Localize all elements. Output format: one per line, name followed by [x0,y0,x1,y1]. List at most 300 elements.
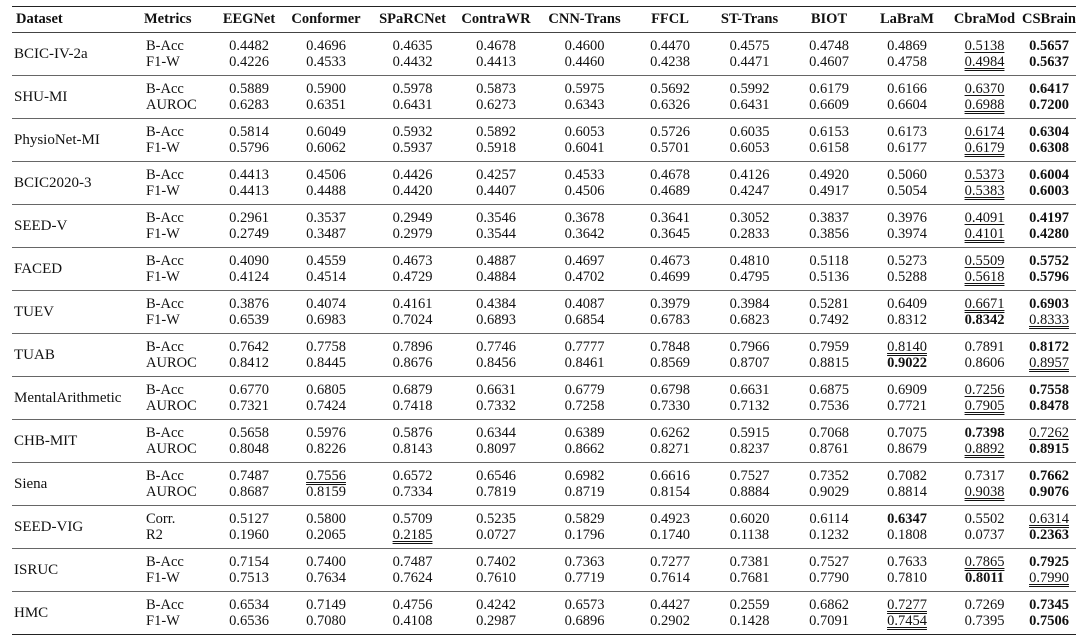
score-value: 0.2979 [392,226,433,242]
score-value: 0.5829 [564,511,605,527]
score-value: 0.0737 [964,527,1005,543]
score-value: 0.7277 [887,597,927,613]
score-value: 0.4506 [306,167,346,183]
score-value: 0.8478 [1029,398,1069,414]
score-cell [708,549,791,592]
metric-label: F1-W [146,269,180,285]
score-value: 0.4678 [476,38,516,54]
score-value: 0.7746 [476,339,516,355]
score-value: 0.7454 [887,613,927,629]
table-row [12,549,1076,592]
score-value: 0.4600 [564,38,605,54]
score-value: 0.4758 [887,54,927,70]
dataset-name: TUEV [12,291,140,334]
score-cell [867,162,947,205]
score-cell [282,205,370,248]
score-cell [867,334,947,377]
header-row [12,7,1076,33]
score-value: 0.7258 [564,398,605,414]
metric-label: B-Acc [146,167,184,183]
score-value: 0.4729 [392,269,433,285]
score-cell [370,463,455,506]
score-value: 0.7662 [1029,468,1069,484]
score-value: 0.7721 [887,398,927,414]
metric-label: F1-W [146,183,180,199]
score-cell [632,592,708,635]
table-row [12,377,1076,420]
header-cbramod: CbraMod [947,7,1022,33]
score-value: 0.6314 [1029,511,1069,527]
score-value: 0.7154 [229,554,269,570]
score-cell [791,463,867,506]
score-cell [947,291,1022,334]
score-cell [1022,592,1076,635]
score-value: 0.7269 [964,597,1005,613]
score-cell [947,377,1022,420]
score-cell [867,76,947,119]
score-value: 0.8312 [887,312,927,328]
score-value: 0.6283 [229,97,269,113]
score-cell [282,119,370,162]
score-value: 0.2949 [392,210,433,226]
table-row [12,463,1076,506]
score-value: 0.7810 [887,570,927,586]
score-cell [370,549,455,592]
score-value: 0.6179 [964,140,1005,156]
score-cell [947,420,1022,463]
score-value: 0.2559 [729,597,770,613]
score-value: 0.3052 [729,210,770,226]
score-value: 0.4697 [564,253,605,269]
dataset-name: TUAB [12,334,140,377]
score-value: 0.6166 [887,81,927,97]
score-cell [708,119,791,162]
score-value: 0.6546 [476,468,516,484]
metric-label: AUROC [146,355,197,371]
score-cell [1022,205,1076,248]
score-value: 0.4074 [306,296,346,312]
score-value: 0.5978 [392,81,433,97]
score-value: 0.6671 [964,296,1005,312]
score-value: 0.6035 [729,124,770,140]
score-value: 0.7925 [1029,554,1069,570]
score-value: 0.6879 [392,382,433,398]
score-value: 0.8333 [1029,312,1069,328]
score-value: 0.5937 [392,140,433,156]
score-value: 0.4197 [1029,210,1069,226]
score-value: 0.5892 [476,124,516,140]
score-cell [537,549,632,592]
score-value: 0.4795 [729,269,770,285]
score-value: 0.7381 [729,554,770,570]
score-value: 0.4427 [650,597,690,613]
score-value: 0.6988 [964,97,1005,113]
score-cell [537,592,632,635]
metric-label: B-Acc [146,210,184,226]
score-cell [791,377,867,420]
score-cell [216,162,282,205]
score-value: 0.8143 [392,441,433,457]
score-value: 0.7865 [964,554,1005,570]
score-value: 0.6343 [564,97,605,113]
score-value: 0.4884 [476,269,516,285]
score-value: 0.7024 [392,312,433,328]
score-value: 0.7681 [729,570,770,586]
score-value: 0.8140 [887,339,927,355]
score-value: 0.8342 [964,312,1005,328]
score-cell [216,248,282,291]
score-value: 0.7424 [306,398,346,414]
dataset-name: HMC [12,592,140,635]
score-value: 0.7262 [1029,425,1069,441]
score-value: 0.7487 [392,554,433,570]
score-cell [537,248,632,291]
score-cell [216,463,282,506]
score-cell [216,377,282,420]
score-value: 0.4247 [729,183,770,199]
score-value: 0.2749 [229,226,269,242]
score-value: 0.6344 [476,425,516,441]
score-cell [1022,420,1076,463]
score-value: 0.6431 [729,97,770,113]
score-value: 0.7075 [887,425,927,441]
metric-names [140,506,216,549]
dataset-name: FACED [12,248,140,291]
score-value: 0.8814 [887,484,927,500]
score-cell [791,506,867,549]
metric-label: B-Acc [146,296,184,312]
score-value: 0.7082 [887,468,927,484]
metric-names [140,119,216,162]
score-cell [791,76,867,119]
score-value: 0.8892 [964,441,1005,457]
score-value: 0.4689 [650,183,690,199]
score-value: 0.8815 [809,355,849,371]
results-table [12,6,1076,635]
metric-label: B-Acc [146,339,184,355]
metric-names [140,592,216,635]
score-value: 0.8097 [476,441,516,457]
score-cell [632,463,708,506]
score-value: 0.3974 [887,226,927,242]
score-value: 0.1796 [564,527,605,543]
score-value: 0.5796 [1029,269,1069,285]
score-value: 0.5273 [887,253,927,269]
score-value: 0.5373 [964,167,1005,183]
score-value: 0.8761 [809,441,849,457]
metric-label: AUROC [146,398,197,414]
score-value: 0.7395 [964,613,1005,629]
score-cell [455,162,537,205]
score-cell [791,592,867,635]
dataset-name: PhysioNet-MI [12,119,140,162]
score-value: 0.7487 [229,468,269,484]
metric-names [140,463,216,506]
score-cell [947,334,1022,377]
score-value: 0.4984 [964,54,1005,70]
score-cell [1022,549,1076,592]
score-cell [537,33,632,76]
metric-label: B-Acc [146,425,184,441]
score-value: 0.2363 [1029,527,1069,543]
score-value: 0.6862 [809,597,849,613]
score-cell [216,33,282,76]
score-value: 0.1138 [729,527,770,543]
score-value: 0.9029 [809,484,849,500]
score-value: 0.4280 [1029,226,1069,242]
score-cell [867,248,947,291]
score-value: 0.7990 [1029,570,1069,586]
score-cell [370,33,455,76]
metric-label: R2 [146,527,163,543]
score-cell [455,291,537,334]
metric-label: B-Acc [146,468,184,484]
score-value: 0.6770 [229,382,269,398]
header-dataset: Dataset [12,7,140,33]
score-cell [867,420,947,463]
table-row [12,205,1076,248]
score-value: 0.4923 [650,511,690,527]
score-cell [947,463,1022,506]
metric-names [140,76,216,119]
score-value: 0.4702 [564,269,605,285]
score-value: 0.6854 [564,312,605,328]
score-value: 0.8048 [229,441,269,457]
score-value: 0.7819 [476,484,516,500]
score-value: 0.4090 [229,253,269,269]
score-cell [632,205,708,248]
score-value: 0.7777 [564,339,605,355]
score-value: 0.6823 [729,312,770,328]
score-value: 0.4407 [476,183,516,199]
score-value: 0.6783 [650,312,690,328]
score-cell [370,162,455,205]
score-cell [537,291,632,334]
score-value: 0.7896 [392,339,433,355]
score-value: 0.4635 [392,38,433,54]
score-value: 0.7132 [729,398,770,414]
score-cell [282,549,370,592]
score-value: 0.5136 [809,269,849,285]
score-value: 0.8456 [476,355,516,371]
score-value: 0.7352 [809,468,849,484]
score-cell [216,205,282,248]
score-cell [708,420,791,463]
header-contrawr: ContraWR [455,7,537,33]
score-value: 0.7758 [306,339,346,355]
score-cell [1022,334,1076,377]
score-cell [537,506,632,549]
score-value: 0.8606 [964,355,1005,371]
score-cell [947,119,1022,162]
metric-label: Corr. [146,511,176,527]
score-cell [216,119,282,162]
score-value: 0.4869 [887,38,927,54]
score-value: 0.8676 [392,355,433,371]
score-value: 0.4533 [564,167,605,183]
header-eegnet: EEGNet [216,7,282,33]
score-cell [867,33,947,76]
score-value: 0.7345 [1029,597,1069,613]
score-value: 0.4482 [229,38,269,54]
table-row [12,291,1076,334]
score-value: 0.7966 [729,339,770,355]
score-cell [216,334,282,377]
score-cell [632,420,708,463]
score-cell [1022,119,1076,162]
score-value: 0.2065 [306,527,346,543]
score-value: 0.7634 [306,570,346,586]
score-value: 0.4699 [650,269,690,285]
score-value: 0.7332 [476,398,516,414]
score-value: 0.7527 [729,468,770,484]
score-value: 0.3976 [887,210,927,226]
score-value: 0.4420 [392,183,433,199]
score-cell [537,162,632,205]
score-value: 0.6041 [564,140,605,156]
score-cell [947,592,1022,635]
score-value: 0.6003 [1029,183,1069,199]
score-value: 0.6370 [964,81,1005,97]
score-value: 0.5288 [887,269,927,285]
score-value: 0.4108 [392,613,433,629]
score-cell [791,162,867,205]
score-value: 0.1960 [229,527,269,543]
metric-label: F1-W [146,54,180,70]
score-value: 0.7642 [229,339,269,355]
score-value: 0.8226 [306,441,346,457]
metric-label: F1-W [146,570,180,586]
score-cell [216,420,282,463]
header-ffcl: FFCL [632,7,708,33]
score-value: 0.6153 [809,124,849,140]
metric-names [140,334,216,377]
score-cell [455,463,537,506]
score-cell [708,205,791,248]
score-cell [455,76,537,119]
table-row [12,248,1076,291]
score-value: 0.4575 [729,38,770,54]
score-value: 0.5992 [729,81,770,97]
score-value: 0.7400 [306,554,346,570]
score-value: 0.5054 [887,183,927,199]
score-value: 0.6049 [306,124,346,140]
score-value: 0.4887 [476,253,516,269]
score-value: 0.5873 [476,81,516,97]
score-value: 0.6417 [1029,81,1069,97]
score-cell [947,549,1022,592]
score-value: 0.6304 [1029,124,1069,140]
score-value: 0.7149 [306,597,346,613]
score-cell [708,162,791,205]
score-value: 0.4413 [229,183,269,199]
dataset-name: BCIC-IV-2a [12,33,140,76]
score-cell [370,377,455,420]
score-value: 0.7624 [392,570,433,586]
score-value: 0.7891 [964,339,1005,355]
header-csbrain: CSBrain [1022,7,1076,33]
score-value: 0.4470 [650,38,690,54]
score-cell [282,506,370,549]
score-value: 0.7790 [809,570,849,586]
score-value: 0.6173 [887,124,927,140]
score-cell [370,76,455,119]
score-value: 0.8445 [306,355,346,371]
score-value: 0.5281 [809,296,849,312]
score-value: 0.5127 [229,511,269,527]
score-value: 0.6573 [564,597,605,613]
score-cell [1022,33,1076,76]
score-cell [632,33,708,76]
score-value: 0.5509 [964,253,1005,269]
score-cell [216,549,282,592]
score-value: 0.5502 [964,511,1005,527]
score-value: 0.5637 [1029,54,1069,70]
score-value: 0.5976 [306,425,346,441]
score-value: 0.4126 [729,167,770,183]
score-value: 0.5658 [229,425,269,441]
score-value: 0.7418 [392,398,433,414]
dataset-name: SEED-VIG [12,506,140,549]
score-value: 0.4514 [306,269,346,285]
score-value: 0.3487 [306,226,346,242]
score-value: 0.6534 [229,597,269,613]
score-cell [791,248,867,291]
score-value: 0.7536 [809,398,849,414]
score-value: 0.5618 [964,269,1005,285]
score-value: 0.6053 [729,140,770,156]
score-value: 0.8011 [964,570,1005,586]
score-value: 0.3979 [650,296,690,312]
score-value: 0.5060 [887,167,927,183]
score-value: 0.6174 [964,124,1005,140]
score-value: 0.7398 [964,425,1005,441]
score-cell [282,463,370,506]
metric-names [140,162,216,205]
dataset-name: SEED-V [12,205,140,248]
score-value: 0.7633 [887,554,927,570]
score-value: 0.6308 [1029,140,1069,156]
score-value: 0.5814 [229,124,269,140]
header-st-trans: ST-Trans [708,7,791,33]
score-cell [708,291,791,334]
metric-names [140,205,216,248]
score-value: 0.5726 [650,124,690,140]
score-value: 0.6616 [650,468,690,484]
score-value: 0.7256 [964,382,1005,398]
score-value: 0.7506 [1029,613,1069,629]
score-cell [282,162,370,205]
score-value: 0.3645 [650,226,690,242]
score-value: 0.8461 [564,355,605,371]
score-value: 0.3984 [729,296,770,312]
score-cell [455,205,537,248]
score-value: 0.4810 [729,253,770,269]
score-value: 0.4917 [809,183,849,199]
score-cell [455,549,537,592]
metric-label: AUROC [146,484,197,500]
score-value: 0.6262 [650,425,690,441]
score-cell [455,420,537,463]
score-value: 0.6896 [564,613,605,629]
metric-label: B-Acc [146,382,184,398]
score-value: 0.0727 [476,527,516,543]
metric-label: F1-W [146,613,180,629]
score-cell [455,248,537,291]
score-value: 0.4471 [729,54,770,70]
score-cell [455,33,537,76]
score-value: 0.6020 [729,511,770,527]
